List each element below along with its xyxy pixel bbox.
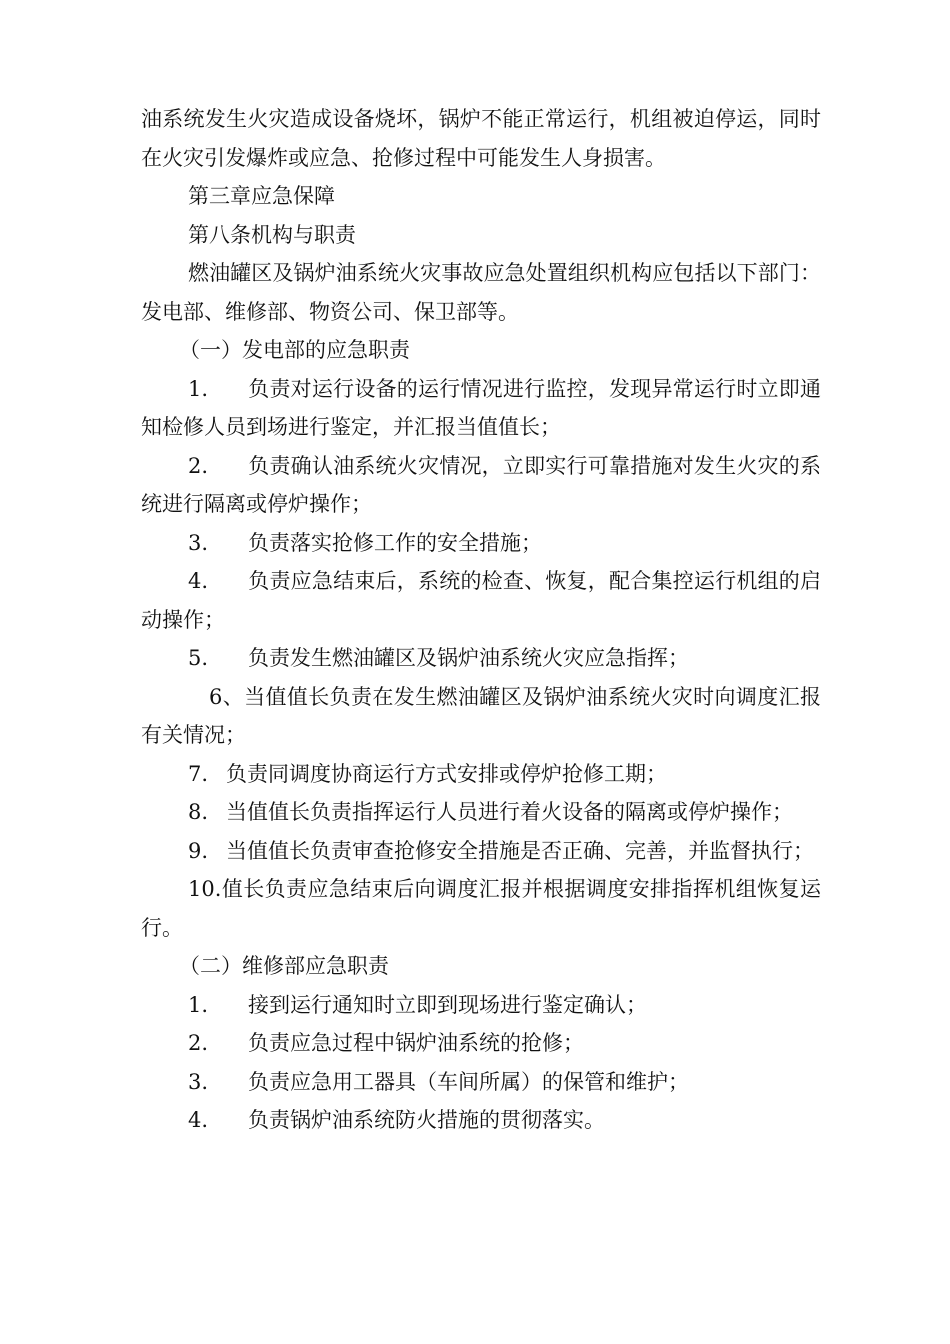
list-item — [141, 1024, 821, 1063]
list-text: 负责锅炉油系统防火措施的贯彻落实。 — [248, 1108, 605, 1132]
list-number: 10. — [188, 877, 222, 901]
list-item — [141, 447, 821, 524]
list-item — [141, 986, 821, 1025]
list-item — [141, 639, 821, 678]
list-text: 当值值长负责指挥运行人员进行着火设备的隔离或停炉操作； — [226, 800, 793, 824]
chapter-heading: 第三章应急保障 — [188, 184, 335, 208]
section-title-power: （一）发电部的应急职责 — [179, 338, 410, 362]
list-item — [141, 370, 821, 447]
list-number: 1. — [188, 992, 209, 1017]
list-number: 4. — [188, 1108, 209, 1132]
article-heading: 第八条机构与职责 — [188, 222, 356, 247]
list-text: 负责对运行设备的运行情况进行监控，发现异常运行时立即通知检修人员到场进行鉴定，并汇报当值值长； — [141, 376, 821, 439]
list-text: 负责应急过程中锅炉油系统的抢修； — [248, 1031, 584, 1055]
list-text: 负责落实抢修工作的安全措施； — [248, 530, 542, 555]
list-text: 负责同调度协商运行方式安排或停炉抢修工期； — [226, 761, 667, 786]
list-text: 负责应急用工器具（车间所属）的保管和维护； — [248, 1069, 689, 1094]
list-number: 7. — [188, 761, 209, 786]
paragraph-continuation: 油系统发生火灾造成设备烧坏，锅炉不能正常运行，机组被迫停运，同时在火灾引发爆炸或应急、抢修过程中可能发生人身损害。 — [141, 107, 821, 170]
list-item-6: 6、当值值长负责在发生燃油罐区及锅炉油系统火灾时向调度汇报有关情况； — [141, 684, 821, 747]
list-number: 3. — [188, 1069, 209, 1094]
list-text: 负责发生燃油罐区及锅炉油系统火灾应急指挥； — [248, 646, 689, 670]
list-item — [141, 832, 821, 871]
list-number: 1. — [188, 376, 209, 401]
list-item — [141, 562, 821, 639]
list-item — [141, 870, 821, 947]
list-item — [141, 524, 821, 563]
section-title-maintenance: （二）维修部应急职责 — [179, 954, 389, 978]
list-number: 2. — [188, 1031, 209, 1055]
list-item — [141, 1063, 821, 1102]
list-text: 接到运行通知时立即到现场进行鉴定确认； — [248, 992, 647, 1017]
list-text: 值长负责应急结束后向调度汇报并根据调度安排指挥机组恢复运行。 — [141, 877, 821, 940]
list-number: 5. — [188, 646, 209, 670]
list-text: 负责确认油系统火灾情况，立即实行可靠措施对发生火灾的系统进行隔离或停炉操作； — [141, 453, 821, 516]
document-body — [141, 100, 821, 1140]
list-text: 负责应急结束后，系统的检查、恢复，配合集控运行机组的启动操作； — [141, 569, 821, 632]
list-item — [141, 755, 821, 794]
list-number: 3. — [188, 530, 209, 555]
list-item — [141, 793, 821, 832]
list-number: 8. — [188, 800, 209, 824]
list-text: 当值值长负责审查抢修安全措施是否正确、完善，并监督执行； — [226, 838, 814, 863]
list-number: 9. — [188, 838, 209, 863]
intro-paragraph: 燃油罐区及锅炉油系统火灾事故应急处置组织机构应包括以下部门：发电部、维修部、物资公司、保卫部等。 — [141, 261, 821, 324]
list-number: 2. — [188, 453, 209, 478]
list-item — [141, 1101, 821, 1140]
list-number: 4. — [188, 569, 209, 593]
